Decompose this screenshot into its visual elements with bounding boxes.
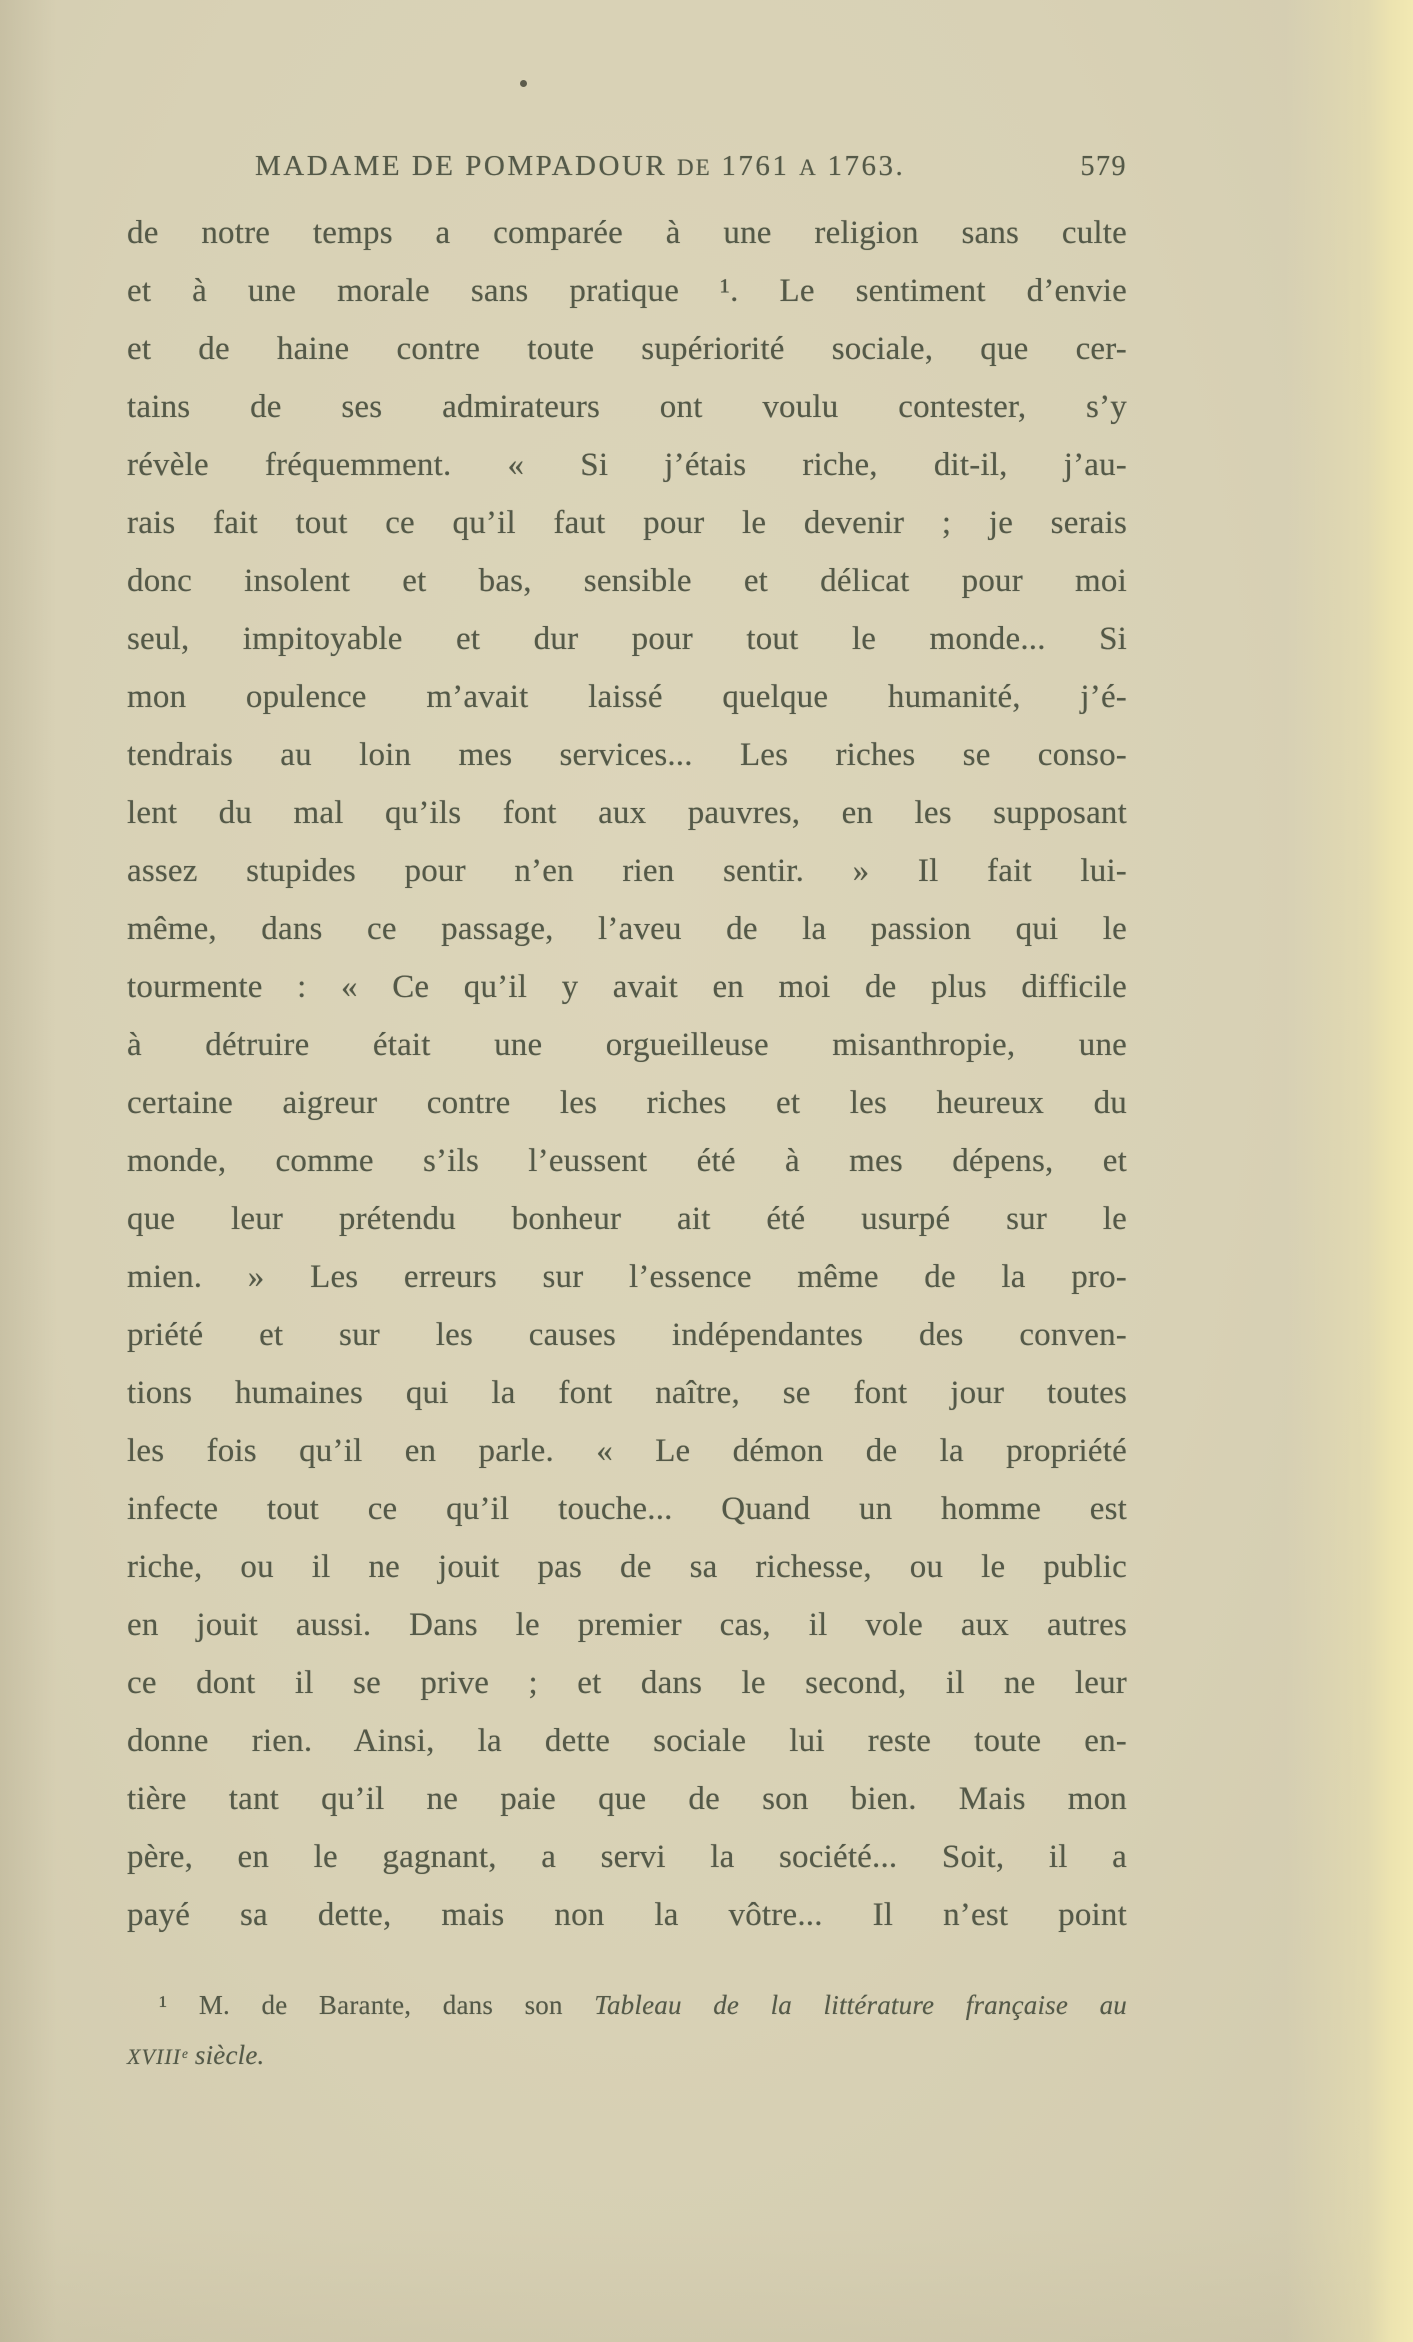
- body-line: révèle fréquemment. « Si j’étais riche, dit-il, j’au-: [127, 447, 1127, 483]
- footnote-line-2: [127, 2030, 1127, 2082]
- body-line: de notre temps a comparée à une religion sans culte: [127, 215, 1127, 251]
- footnote-century-numeral: XVIIIᵉ: [127, 2044, 188, 2069]
- body-line: rais fait tout ce qu’il faut pour le devenir ; je serais: [127, 505, 1127, 541]
- body-text: [127, 204, 1127, 1944]
- body-line: donne rien. Ainsi, la dette sociale lui reste toute en-: [127, 1723, 1127, 1759]
- body-line: et à une morale sans pratique ¹. Le sentiment d’envie: [127, 273, 1127, 309]
- body-line: ce dont il se prive ; et dans le second, il ne leur: [127, 1665, 1127, 1701]
- footnote-book-title: Tableau de la littérature française au: [594, 1990, 1127, 2020]
- footnote-century-word: siècle.: [187, 2040, 265, 2070]
- running-title-de: DE: [676, 155, 712, 180]
- body-line: tions humaines qui la font naître, se font jour toutes: [127, 1375, 1127, 1411]
- footnote-line-1: [127, 1980, 1127, 2030]
- running-title: [255, 150, 905, 183]
- body-line: donc insolent et bas, sensible et délicat pour moi: [127, 563, 1127, 599]
- body-line: tourmente : « Ce qu’il y avait en moi de plus difficile: [127, 969, 1127, 1005]
- running-title-main: MADAME DE POMPADOUR: [255, 150, 668, 182]
- body-line: mien. » Les erreurs sur l’essence même de la pro-: [127, 1259, 1127, 1295]
- body-line: payé sa dette, mais non la vôtre... Il n’est point: [127, 1897, 1127, 1933]
- running-title-a: A: [799, 155, 818, 180]
- running-title-year1: 1761: [721, 150, 790, 182]
- footnote-marker-and-author: ¹ M. de Barante, dans son: [159, 1990, 595, 2020]
- body-line: les fois qu’il en parle. « Le démon de la propriété: [127, 1433, 1127, 1469]
- body-line: père, en le gagnant, a servi la société... Soit, il a: [127, 1839, 1127, 1875]
- body-line: tains de ses admirateurs ont voulu contester, s’y: [127, 389, 1127, 425]
- body-line: que leur prétendu bonheur ait été usurpé sur le: [127, 1201, 1127, 1237]
- footnote: [127, 1980, 1127, 2082]
- body-line: infecte tout ce qu’il touche... Quand un homme est: [127, 1491, 1127, 1527]
- page-header: [127, 150, 1127, 183]
- body-line: seul, impitoyable et dur pour tout le monde... Si: [127, 621, 1127, 657]
- body-line: tendrais au loin mes services... Les riches se conso-: [127, 737, 1127, 773]
- body-line: et de haine contre toute supériorité sociale, que cer-: [127, 331, 1127, 367]
- page-number: 579: [1080, 151, 1127, 182]
- body-line: même, dans ce passage, l’aveu de la passion qui le: [127, 911, 1127, 947]
- body-line: certaine aigreur contre les riches et les heureux du: [127, 1085, 1127, 1121]
- running-title-year2: 1763.: [827, 150, 906, 182]
- body-line: riche, ou il ne jouit pas de sa richesse, ou le public: [127, 1549, 1127, 1585]
- body-line: lent du mal qu’ils font aux pauvres, en les supposant: [127, 795, 1127, 831]
- body-line: en jouit aussi. Dans le premier cas, il vole aux autres: [127, 1607, 1127, 1643]
- body-line: assez stupides pour n’en rien sentir. » Il fait lui-: [127, 853, 1127, 889]
- body-line: mon opulence m’avait laissé quelque humanité, j’é-: [127, 679, 1127, 715]
- body-line: tière tant qu’il ne paie que de son bien. Mais mon: [127, 1781, 1127, 1817]
- body-line: priété et sur les causes indépendantes des conven-: [127, 1317, 1127, 1353]
- body-line: à détruire était une orgueilleuse misanthropie, une: [127, 1027, 1127, 1063]
- text-block: [127, 0, 1127, 2342]
- body-line: monde, comme s’ils l’eussent été à mes dépens, et: [127, 1143, 1127, 1179]
